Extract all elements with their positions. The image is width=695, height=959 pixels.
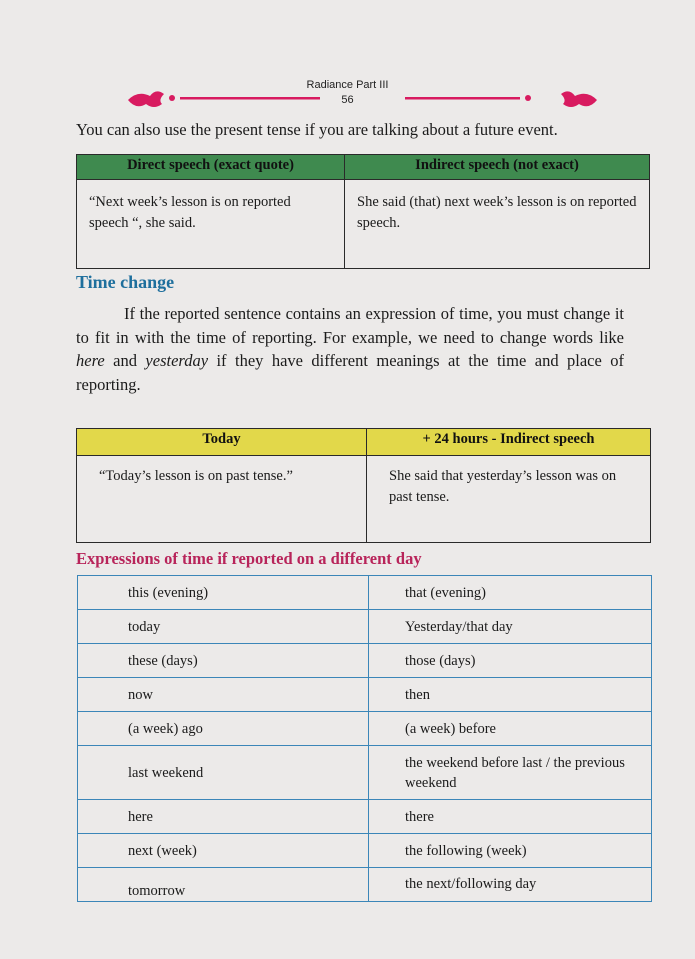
expression-reported: the following (week) (369, 834, 652, 868)
expression-direct: next (week) (78, 834, 369, 868)
table1-cell-indirect: She said (that) next week’s lesson is on reported speech. (345, 180, 650, 269)
table-row (78, 644, 652, 678)
table-row (78, 712, 652, 746)
table-row (78, 678, 652, 712)
expression-reported: then (369, 678, 652, 712)
page-number: 56 (341, 94, 354, 106)
direct-indirect-table (76, 154, 650, 269)
table-row (78, 868, 652, 902)
expression-reported: there (369, 800, 652, 834)
expression-direct: this (evening) (78, 576, 369, 610)
time-change-paragraph (76, 302, 624, 396)
table-row (78, 746, 652, 800)
table-row (78, 834, 652, 868)
expression-reported: the weekend before last / the previous weekend (369, 746, 652, 800)
table-row (78, 610, 652, 644)
table2-cell-today: “Today’s lesson is on past tense.” (77, 456, 367, 543)
table-row (78, 800, 652, 834)
table2-cell-indirect: She said that yesterday’s lesson was on past tense. (367, 456, 651, 543)
table2-header-indirect: + 24 hours - Indirect speech (367, 429, 651, 456)
table1-header-indirect: Indirect speech (not exact) (345, 155, 650, 180)
intro-sentence: You can also use the present tense if you are talking about a future event. (76, 120, 558, 139)
table1-cell-direct: “Next week’s lesson is on reported speech “, she said. (77, 180, 345, 269)
expression-direct: these (days) (78, 644, 369, 678)
expression-reported: those (days) (369, 644, 652, 678)
para-text-c: if they have different meanings at the time and place of reporting. (76, 351, 624, 394)
expressions-table (77, 575, 652, 902)
para-text-b: and (104, 351, 146, 370)
table2-header-today: Today (77, 429, 367, 456)
para-emphasis-here: here (76, 351, 105, 370)
expression-reported: (a week) before (369, 712, 652, 746)
para-emphasis-yesterday: yesterday (145, 351, 209, 370)
expression-reported: Yesterday/that day (369, 610, 652, 644)
para-text-a: If the reported sentence contains an expression of time, you must change it to fit in with the time of reporting. For example, we need to change words like (76, 304, 624, 347)
expression-reported: that (evening) (369, 576, 652, 610)
expression-direct: (a week) ago (78, 712, 369, 746)
running-header: Radiance Part III (306, 79, 389, 91)
table-row (78, 576, 652, 610)
expression-direct: here (78, 800, 369, 834)
expression-reported: the next/following day (369, 868, 652, 902)
expressions-title: Expressions of time if reported on a different day (76, 549, 422, 568)
expression-direct: tomorrow (78, 868, 369, 902)
today-table (76, 428, 651, 543)
expression-direct: today (78, 610, 369, 644)
expression-direct: now (78, 678, 369, 712)
section-title: Time change (76, 272, 175, 292)
table1-header-direct: Direct speech (exact quote) (77, 155, 345, 180)
expression-direct: last weekend (78, 746, 369, 800)
